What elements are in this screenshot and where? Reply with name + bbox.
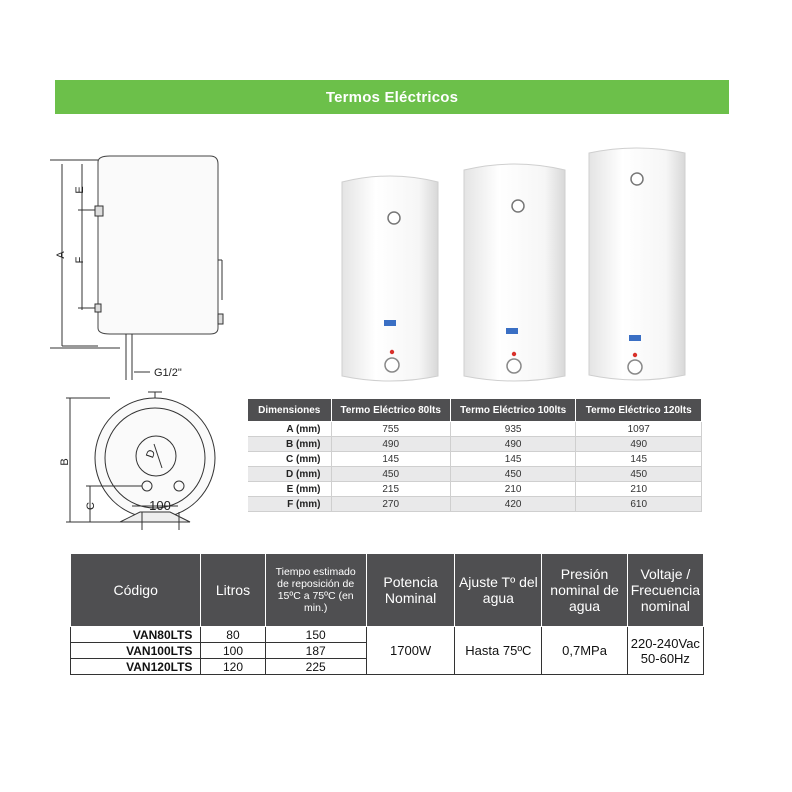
label-d: D <box>144 448 159 460</box>
cell-80: 270 <box>331 497 450 512</box>
cell-tiempo: 225 <box>265 659 366 675</box>
header-presion: Presión nominal de agua <box>542 554 627 627</box>
cell-litros: 120 <box>201 659 265 675</box>
heater-80-image <box>340 170 440 385</box>
cell-tiempo: 187 <box>265 643 366 659</box>
cell-120: 490 <box>576 437 702 452</box>
label-a: A <box>55 251 67 259</box>
cell-tiempo: 150 <box>265 627 366 643</box>
cell-80: 145 <box>331 452 450 467</box>
header-codigo: Código <box>71 554 201 627</box>
cell-80: 755 <box>331 422 450 437</box>
header-ajuste: Ajuste Tº del agua <box>455 554 542 627</box>
table-row <box>248 452 702 467</box>
header-dimensiones: Dimensiones <box>248 399 332 422</box>
header-voltaje: Voltaje / Frecuencia nominal <box>627 554 703 627</box>
row-label: A (mm) <box>248 422 332 437</box>
cell-codigo: VAN80LTS <box>71 627 201 643</box>
spec-header-row <box>71 554 704 627</box>
cell-litros: 80 <box>201 627 265 643</box>
cell-120: 1097 <box>576 422 702 437</box>
label-f: F <box>74 256 86 264</box>
header-potencia: Potencia Nominal <box>366 554 455 627</box>
heater-120-image <box>587 143 687 385</box>
cell-potencia: 1700W <box>366 627 455 675</box>
cell-80: 215 <box>331 482 450 497</box>
header-120lts: Termo Eléctrico 120lts <box>576 399 702 422</box>
table-row <box>248 467 702 482</box>
dimensions-header-row <box>248 399 702 422</box>
table-row <box>248 497 702 512</box>
header-100lts: Termo Eléctrico 100lts <box>450 399 576 422</box>
cell-120: 145 <box>576 452 702 467</box>
section-title: Termos Eléctricos <box>325 88 459 106</box>
heater-100-image <box>462 158 567 386</box>
row-label: F (mm) <box>248 497 332 512</box>
header-80lts: Termo Eléctrico 80lts <box>331 399 450 422</box>
dimensions-table <box>247 398 702 512</box>
cell-presion: 0,7MPa <box>542 627 627 675</box>
specifications-table <box>70 553 704 675</box>
header-tiempo: Tiempo estimado de reposición de 15ºC a 75ºC (en min.) <box>265 554 366 627</box>
cell-ajuste: Hasta 75ºC <box>455 627 542 675</box>
label-b: B <box>59 458 71 466</box>
cell-100: 210 <box>450 482 576 497</box>
row-label: B (mm) <box>248 437 332 452</box>
row-label: C (mm) <box>248 452 332 467</box>
cell-100: 420 <box>450 497 576 512</box>
cell-100: 145 <box>450 452 576 467</box>
cell-120: 450 <box>576 467 702 482</box>
cell-voltaje: 220-240Vac 50-60Hz <box>627 627 703 675</box>
table-row <box>248 482 702 497</box>
section-banner <box>55 80 729 114</box>
technical-drawing <box>50 150 240 545</box>
label-c: C <box>85 502 97 510</box>
cell-codigo: VAN120LTS <box>71 659 201 675</box>
cell-80: 450 <box>331 467 450 482</box>
label-100: 100 <box>149 498 171 513</box>
cell-litros: 100 <box>201 643 265 659</box>
cell-codigo: VAN100LTS <box>71 643 201 659</box>
cell-120: 210 <box>576 482 702 497</box>
cell-100: 490 <box>450 437 576 452</box>
cell-100: 935 <box>450 422 576 437</box>
row-label: D (mm) <box>248 467 332 482</box>
row-label: E (mm) <box>248 482 332 497</box>
label-e: E <box>74 186 86 194</box>
cell-100: 450 <box>450 467 576 482</box>
technical-drawing-svg <box>50 150 240 540</box>
header-litros: Litros <box>201 554 265 627</box>
table-row <box>248 422 702 437</box>
table-row <box>71 627 704 643</box>
cell-80: 490 <box>331 437 450 452</box>
cell-120: 610 <box>576 497 702 512</box>
table-row <box>248 437 702 452</box>
label-g: G1/2" <box>154 367 182 379</box>
